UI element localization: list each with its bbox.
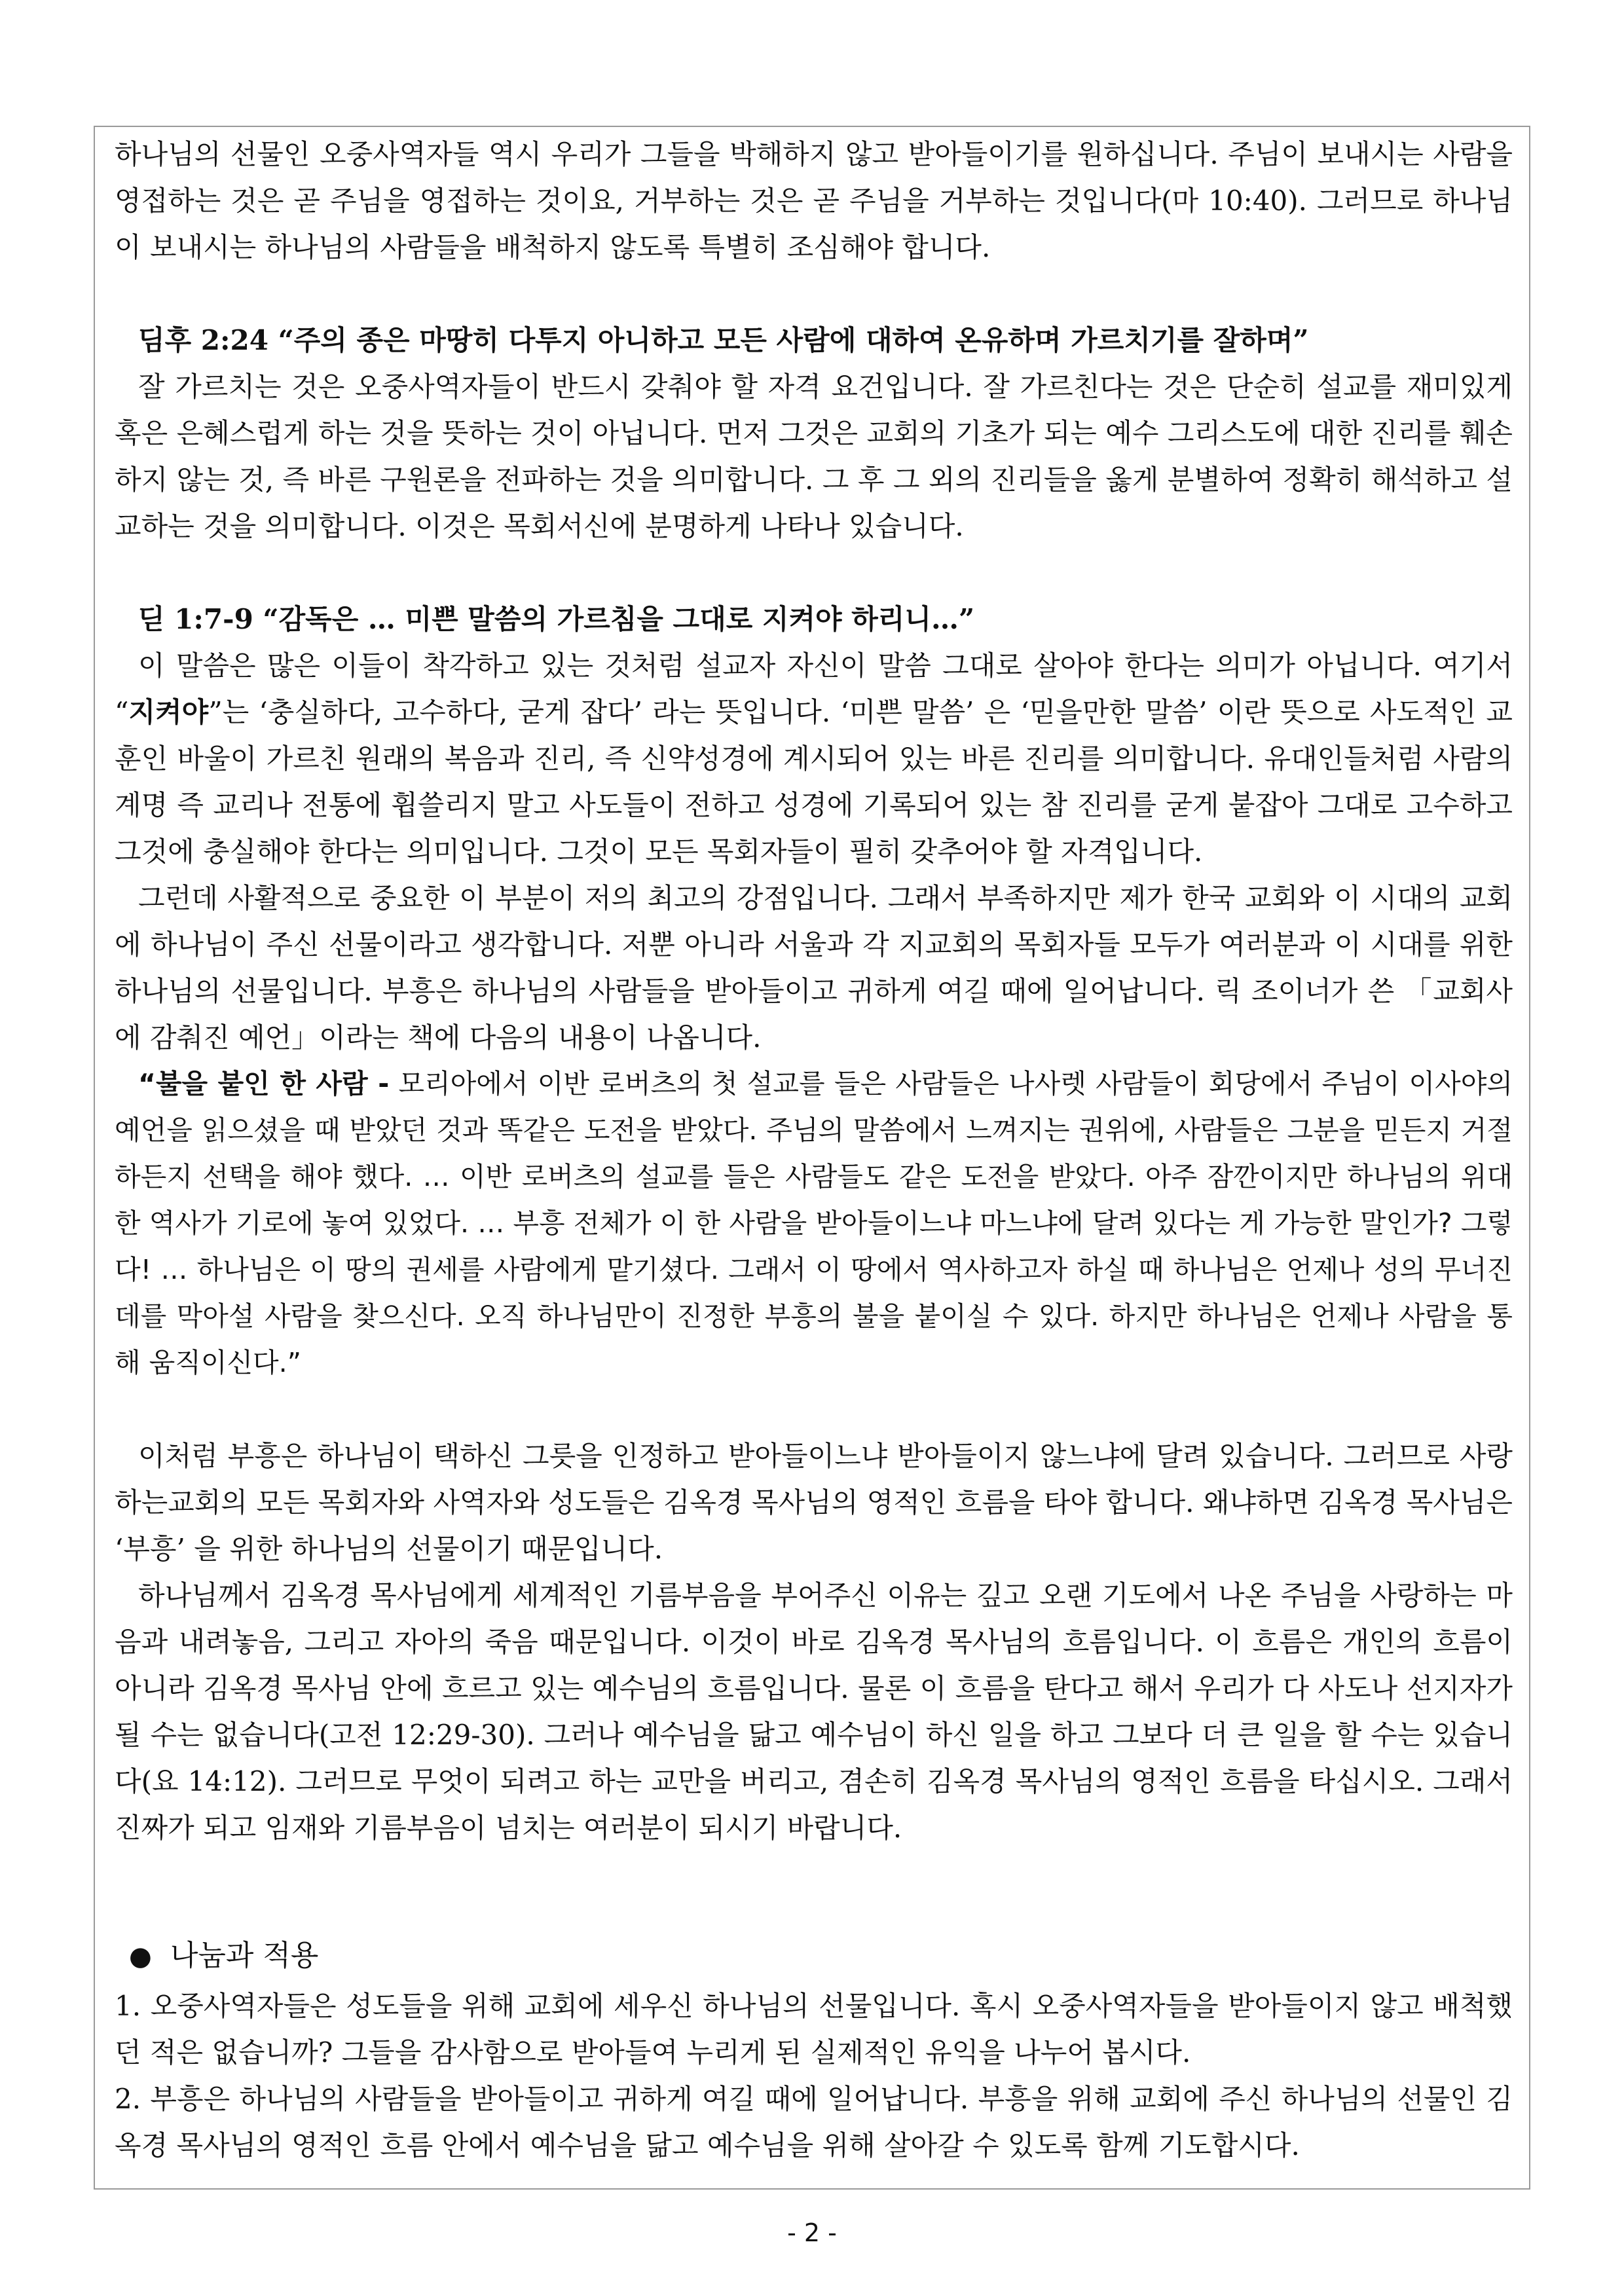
paragraph-revival: 이처럼 부흥은 하나님이 택하신 그릇을 인정하고 받아들이느냐 받아들이지 않느냐에 달려 있습니다. 그러므로 사랑하는교회의 모든 목회자와 사역자와 성도들은 김옥경 목사님의 영적인 흐름을 타야 합니다. 왜냐하면 김옥경 목사님은 ‘부흥’ 을 위한 하나님의 선물이기 때문입니다.: [115, 1440, 1513, 1565]
sharing-heading: [115, 1930, 1513, 1983]
book-quote: [115, 1061, 1513, 1386]
paragraph-intro: 하나님의 선물인 오중사역자들 역시 우리가 그들을 박해하지 않고 받아들이기를 원하십니다. 주님이 보내시는 사람을 영접하는 것은 곧 주님을 영접하는 것이요, 거부하는 것은 곧 주님을 거부하는 것입니다(마 10:40). 그러므로 하나님이 보내시는 하나님의 사람들을 배척하지 않도록 특별히 조심해야 합니다.: [115, 138, 1513, 263]
spacer: [115, 270, 1513, 317]
scripture-heading-2tim: 딤후 2:24 “주의 종은 마땅히 다투지 아니하고 모든 사람에 대하여 온유하며 가르치기를 잘하며”: [138, 324, 1309, 356]
sharing-item-1: 1. 오중사역자들은 성도들을 위해 교회에 세우신 하나님의 선물입니다. 혹시 오중사역자들을 받아들이지 않고 배척했던 적은 없습니까? 그들을 감사함으로 받아들여 누리게 된 실제적인 유익을 나누어 봅시다.: [115, 1990, 1513, 2068]
spacer: [115, 549, 1513, 596]
bullet-icon: ●: [129, 1941, 152, 1972]
emphasis-word: 지켜야: [128, 696, 209, 728]
quote-title: “불을 붙인 한 사람 -: [138, 1068, 390, 1099]
page-number: - 2 -: [787, 2218, 837, 2247]
spacer: [115, 1386, 1513, 1433]
sharing-title: 나눔과 적용: [170, 1939, 319, 1972]
paragraph-text: ”는 ‘충실하다, 고수하다, 굳게 잡다’ 라는 뜻입니다. ‘미쁜 말씀’ 은 ‘믿을만한 말씀’ 이란 뜻으로 사도적인 교훈인 바울이 가르친 원래의 복음과 진리, 즉 신약성경에 계시되어 있는 바른 진리를 의미합니다. 유대인들처럼 사람의 계명 즉 교리나 전통에 휩쓸리지 말고 사도들이 전하고 성경에 기록되어 있는 참 진리를 굳게 붙잡아 그대로 고수하고 그것에 충실해야 한다는 의미입니다. 그것이 모든 목회자들이 필히 갖추어야 할 자격입니다.: [115, 696, 1513, 868]
sharing-item-2: 2. 부흥은 하나님의 사람들을 받아들이고 귀하게 여길 때에 일어납니다. 부흥을 위해 교회에 주신 하나님의 선물인 김옥경 목사님의 영적인 흐름 안에서 예수님을 닮고 예수님을 위해 살아갈 수 있도록 함께 기도합시다.: [115, 2083, 1513, 2161]
quote-text: 모리아에서 이반 로버츠의 첫 설교를 들은 사람들은 나사렛 사람들이 회당에서 주님이 이사야의 예언을 읽으셨을 때 받았던 것과 똑같은 도전을 받았다. 주님의 말씀에서 느껴지는 권위에, 사람들은 그분을 믿든지 거절하든지 선택을 해야 했다. … 이반 로버츠의 설교를 들은 사람들도 같은 도전을 받았다. 아주 잠깐이지만 하나님의 위대한 역사가 기로에 놓여 있었다. … 부흥 전체가 이 한 사람을 받아들이느냐 마느냐에 달려 있다는 게 가능한 말인가? 그렇다! … 하나님은 이 땅의 권세를 사람에게 맡기셨다. 그래서 이 땅에서 역사하고자 하실 때 하나님은 언제나 성의 무너진 데를 막아설 사람을 찾으신다. 오직 하나님만이 진정한 부흥의 불을 붙이실 수 있다. 하지만 하나님은 언제나 사람을 통해 움직이신다.”: [115, 1068, 1513, 1378]
paragraph-keep-word: [115, 642, 1513, 875]
paragraph-anointing: 하나님께서 김옥경 목사님에게 세계적인 기름부음을 부어주신 이유는 깊고 오랜 기도에서 나온 주님을 사랑하는 마음과 내려놓음, 그리고 자아의 죽음 때문입니다. 이것이 바로 김옥경 목사님의 흐름입니다. 이 흐름은 개인의 흐름이 아니라 김옥경 목사님 안에 흐르고 있는 예수님의 흐름입니다. 물론 이 흐름을 탄다고 해서 우리가 다 사도나 선지자가 될 수는 없습니다(고전 12:29-30). 그러나 예수님을 닮고 예수님이 하신 일을 하고 그보다 더 큰 일을 할 수는 있습니다(요 14:12). 그러므로 무엇이 되려고 하는 교만을 버리고, 겸손히 김옥경 목사님의 영적인 흐름을 타십시오. 그래서 진짜가 되고 임재와 기름부음이 넘치는 여러분이 되시기 바랍니다.: [115, 1579, 1513, 1844]
scripture-heading-titus: 딛 1:7-9 “감독은 … 미쁜 말씀의 가르침을 그대로 지켜야 하리니…”: [138, 603, 975, 635]
spacer: [115, 1851, 1513, 1930]
paragraph-strength: 그런데 사활적으로 중요한 이 부분이 저의 최고의 강점입니다. 그래서 부족하지만 제가 한국 교회와 이 시대의 교회에 하나님이 주신 선물이라고 생각합니다. 저뿐 아니라 서울과 각 지교회의 목회자들 모두가 여러분과 이 시대를 위한 하나님의 선물입니다. 부흥은 하나님의 사람들을 받아들이고 귀하게 여길 때에 일어납니다. 릭 조이너가 쓴 「교회사에 감춰진 예언」이라는 책에 다음의 내용이 나옵니다.: [115, 882, 1513, 1054]
paragraph-teaching: 잘 가르치는 것은 오중사역자들이 반드시 갖춰야 할 자격 요건입니다. 잘 가르친다는 것은 단순히 설교를 재미있게 혹은 은혜스럽게 하는 것을 뜻하는 것이 아닙니다. 먼저 그것은 교회의 기초가 되는 예수 그리스도에 대한 진리를 훼손하지 않는 것, 즉 바른 구원론을 전파하는 것을 의미합니다. 그 후 그 외의 진리들을 옳게 분별하여 정확히 해석하고 설교하는 것을 의미합니다. 이것은 목회서신에 분명하게 나타나 있습니다.: [115, 371, 1513, 542]
paragraph-text: 이 말씀은 많은 이들이 착각하고 있는 것처럼 설교자 자신이 말씀 그대로 살아야 한다는 의미가 아닙니다. 여기서 “: [115, 650, 1513, 728]
document-body: [115, 131, 1513, 2169]
